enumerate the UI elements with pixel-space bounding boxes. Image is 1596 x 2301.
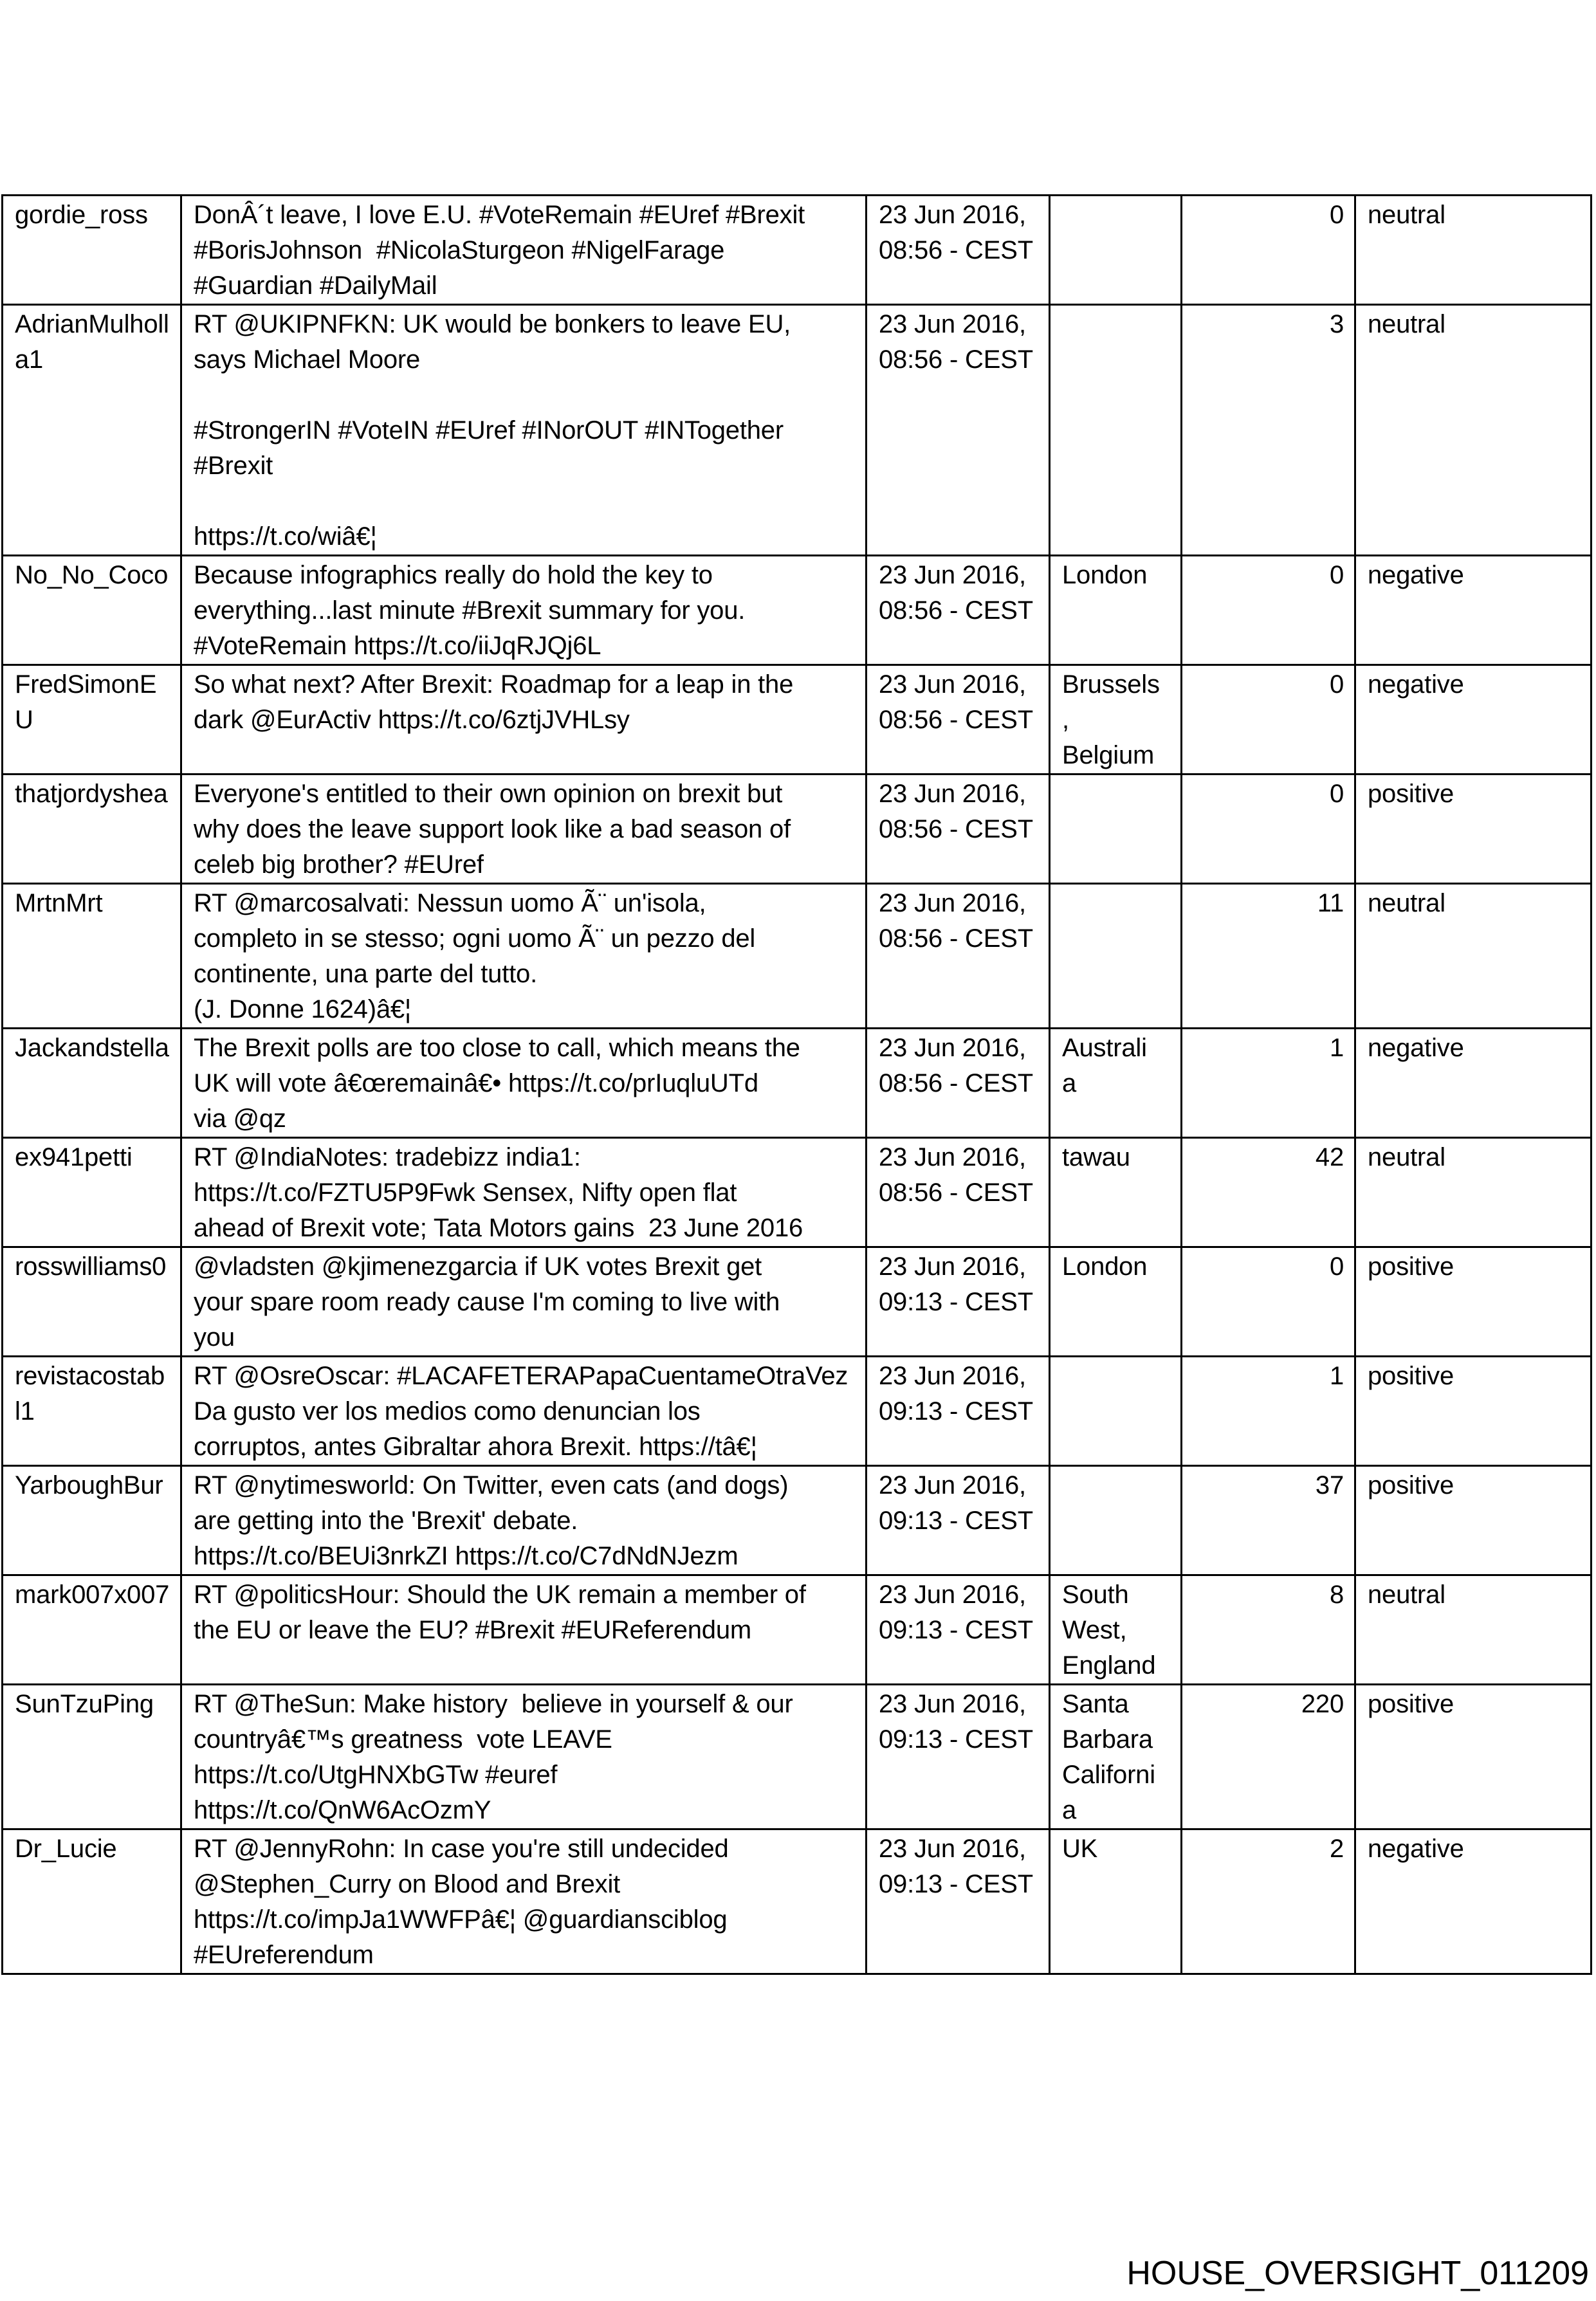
tweet-text-cell: The Brexit polls are too close to call, which means the UK will vote â€œremainâ€• https://t.co/prIuqluUTd via @qz	[181, 1029, 867, 1138]
location-cell: Australi a	[1050, 1029, 1182, 1138]
tweet-text-cell: RT @OsreOscar: #LACAFETERAPapaCuentameOtraVez Da gusto ver los medios como denuncian los corruptos, antes Gibraltar ahora Brexit. https://tâ€¦	[181, 1357, 867, 1466]
location-cell: London	[1050, 1247, 1182, 1357]
username-cell: SunTzuPing	[3, 1685, 181, 1829]
table-row	[3, 1829, 1591, 1974]
sentiment-cell: neutral	[1355, 1575, 1591, 1685]
table-row	[3, 665, 1591, 775]
table-row	[3, 1357, 1591, 1466]
sentiment-cell: positive	[1355, 775, 1591, 884]
username-cell: Dr_Lucie	[3, 1829, 181, 1974]
date-cell: 23 Jun 2016, 09:13 - CEST	[867, 1357, 1050, 1466]
table-row	[3, 1247, 1591, 1357]
sentiment-cell: neutral	[1355, 305, 1591, 556]
username-cell: YarboughBur	[3, 1466, 181, 1575]
date-cell: 23 Jun 2016, 08:56 - CEST	[867, 196, 1050, 305]
username-cell: revistacostabl1	[3, 1357, 181, 1466]
date-cell: 23 Jun 2016, 08:56 - CEST	[867, 1138, 1050, 1247]
username-cell: gordie_ross	[3, 196, 181, 305]
count-cell: 3	[1182, 305, 1355, 556]
table-row	[3, 196, 1591, 305]
location-cell	[1050, 884, 1182, 1029]
username-cell: AdrianMulholla1	[3, 305, 181, 556]
sentiment-cell: neutral	[1355, 196, 1591, 305]
username-cell: rosswilliams0	[3, 1247, 181, 1357]
bates-number-footer: HOUSE_OVERSIGHT_011209	[1126, 2255, 1589, 2292]
username-cell: MrtnMrt	[3, 884, 181, 1029]
tweet-text-cell: Everyone's entitled to their own opinion on brexit but why does the leave support look like a bad season of celeb big brother? #EUref	[181, 775, 867, 884]
date-cell: 23 Jun 2016, 08:56 - CEST	[867, 884, 1050, 1029]
tweet-text-cell: RT @politicsHour: Should the UK remain a member of the EU or leave the EU? #Brexit #EUReferendum	[181, 1575, 867, 1685]
location-cell	[1050, 1466, 1182, 1575]
count-cell: 220	[1182, 1685, 1355, 1829]
count-cell: 1	[1182, 1029, 1355, 1138]
tweet-text-cell: RT @nytimesworld: On Twitter, even cats (and dogs) are getting into the 'Brexit' debate. https://t.co/BEUi3nrkZI https://t.co/C7dNdNJezm	[181, 1466, 867, 1575]
date-cell: 23 Jun 2016, 09:13 - CEST	[867, 1247, 1050, 1357]
count-cell: 8	[1182, 1575, 1355, 1685]
table-row	[3, 1029, 1591, 1138]
username-cell: mark007x007	[3, 1575, 181, 1685]
tweet-text-cell: RT @UKIPNFKN: UK would be bonkers to leave EU, says Michael Moore #StrongerIN #VoteIN #EUref #INorOUT #INTogether #Brexit https://t.co/wiâ€¦	[181, 305, 867, 556]
location-cell: London	[1050, 556, 1182, 665]
table-row	[3, 556, 1591, 665]
location-cell	[1050, 1357, 1182, 1466]
sentiment-cell: negative	[1355, 556, 1591, 665]
sentiment-cell: negative	[1355, 1829, 1591, 1974]
sentiment-cell: positive	[1355, 1685, 1591, 1829]
tweets-table	[1, 194, 1592, 1975]
tweet-text-cell: RT @IndiaNotes: tradebizz india1: https://t.co/FZTU5P9Fwk Sensex, Nifty open flat ahead of Brexit vote; Tata Motors gains 23 June 2016	[181, 1138, 867, 1247]
table-row	[3, 1138, 1591, 1247]
location-cell: Santa Barbara Californi a	[1050, 1685, 1182, 1829]
username-cell: ex941petti	[3, 1138, 181, 1247]
location-cell	[1050, 196, 1182, 305]
location-cell: UK	[1050, 1829, 1182, 1974]
count-cell: 0	[1182, 196, 1355, 305]
tweet-text-cell: DonÂ´t leave, I love E.U. #VoteRemain #EUref #Brexit #BorisJohnson #NicolaSturgeon #NigelFarage #Guardian #DailyMail	[181, 196, 867, 305]
sentiment-cell: positive	[1355, 1247, 1591, 1357]
sentiment-cell: neutral	[1355, 1138, 1591, 1247]
count-cell: 0	[1182, 775, 1355, 884]
date-cell: 23 Jun 2016, 08:56 - CEST	[867, 775, 1050, 884]
table-row	[3, 775, 1591, 884]
location-cell: Brussels , Belgium	[1050, 665, 1182, 775]
table-row	[3, 1466, 1591, 1575]
tweet-text-cell: RT @marcosalvati: Nessun uomo Ã¨ un'isola, completo in se stesso; ogni uomo Ã¨ un pezzo del continente, una parte del tutto. (J. Donne 1624)â€¦	[181, 884, 867, 1029]
count-cell: 42	[1182, 1138, 1355, 1247]
username-cell: FredSimonEU	[3, 665, 181, 775]
sentiment-cell: neutral	[1355, 884, 1591, 1029]
date-cell: 23 Jun 2016, 08:56 - CEST	[867, 305, 1050, 556]
sentiment-cell: positive	[1355, 1466, 1591, 1575]
tweet-text-cell: RT @JennyRohn: In case you're still undecided @Stephen_Curry on Blood and Brexit https://t.co/impJa1WWFPâ€¦ @guardiansciblog #EUreferendum	[181, 1829, 867, 1974]
tweet-text-cell: @vladsten @kjimenezgarcia if UK votes Brexit get your spare room ready cause I'm coming to live with you	[181, 1247, 867, 1357]
count-cell: 11	[1182, 884, 1355, 1029]
sentiment-cell: negative	[1355, 665, 1591, 775]
tweet-text-cell: So what next? After Brexit: Roadmap for a leap in the dark @EurActiv https://t.co/6ztjJVHLsy	[181, 665, 867, 775]
table-row	[3, 884, 1591, 1029]
username-cell: Jackandstella	[3, 1029, 181, 1138]
tweet-text-cell: RT @TheSun: Make history believe in yourself & our countryâ€™s greatness vote LEAVE https://t.co/UtgHNXbGTw #euref https://t.co/QnW6AcOzmY	[181, 1685, 867, 1829]
sentiment-cell: negative	[1355, 1029, 1591, 1138]
count-cell: 37	[1182, 1466, 1355, 1575]
tweet-text-cell: Because infographics really do hold the key to everything...last minute #Brexit summary for you. #VoteRemain https://t.co/iiJqRJQj6L	[181, 556, 867, 665]
table-row	[3, 305, 1591, 556]
count-cell: 2	[1182, 1829, 1355, 1974]
location-cell	[1050, 305, 1182, 556]
date-cell: 23 Jun 2016, 08:56 - CEST	[867, 1029, 1050, 1138]
count-cell: 1	[1182, 1357, 1355, 1466]
date-cell: 23 Jun 2016, 08:56 - CEST	[867, 665, 1050, 775]
date-cell: 23 Jun 2016, 09:13 - CEST	[867, 1575, 1050, 1685]
table-row	[3, 1685, 1591, 1829]
table-row	[3, 1575, 1591, 1685]
count-cell: 0	[1182, 556, 1355, 665]
username-cell: thatjordyshea	[3, 775, 181, 884]
username-cell: No_No_Coco	[3, 556, 181, 665]
location-cell: South West, England	[1050, 1575, 1182, 1685]
date-cell: 23 Jun 2016, 09:13 - CEST	[867, 1466, 1050, 1575]
location-cell: tawau	[1050, 1138, 1182, 1247]
sentiment-cell: positive	[1355, 1357, 1591, 1466]
date-cell: 23 Jun 2016, 09:13 - CEST	[867, 1829, 1050, 1974]
date-cell: 23 Jun 2016, 09:13 - CEST	[867, 1685, 1050, 1829]
count-cell: 0	[1182, 665, 1355, 775]
location-cell	[1050, 775, 1182, 884]
date-cell: 23 Jun 2016, 08:56 - CEST	[867, 556, 1050, 665]
count-cell: 0	[1182, 1247, 1355, 1357]
